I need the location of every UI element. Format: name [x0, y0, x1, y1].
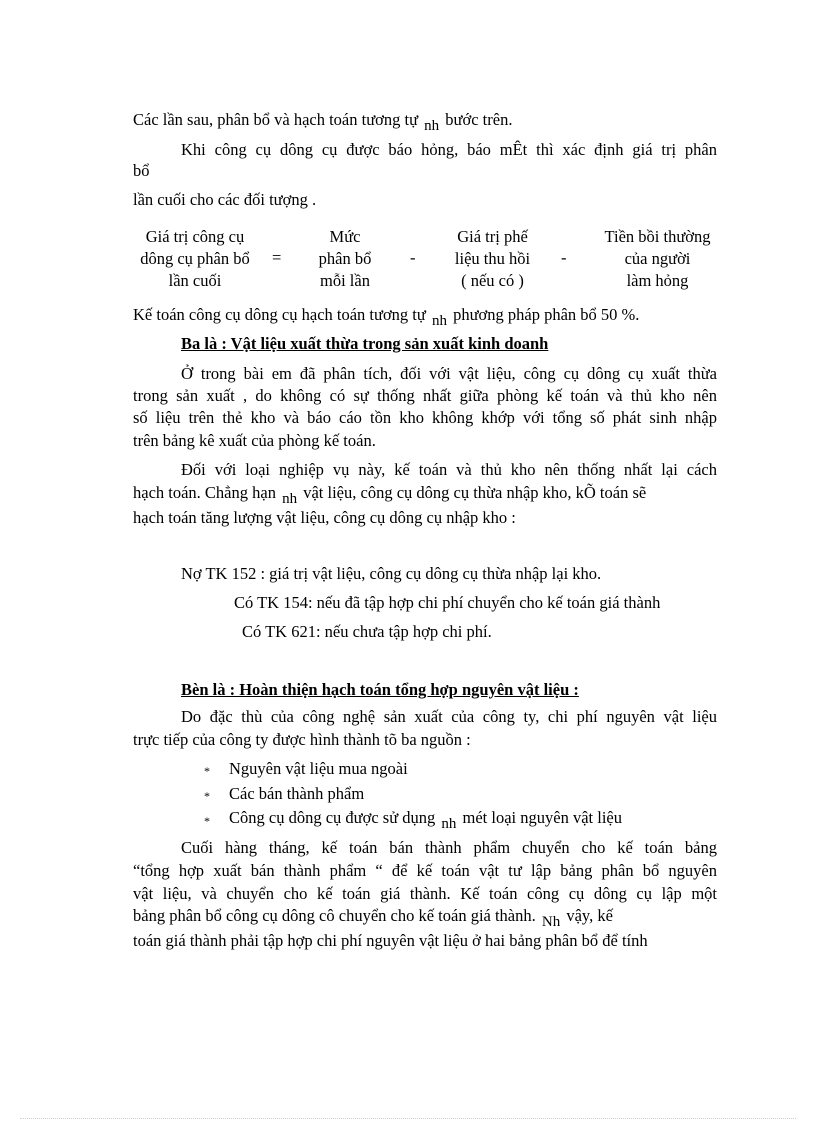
formula-text: Giá trị công cụ	[145, 227, 245, 246]
minus-sign: -	[561, 248, 567, 267]
paragraph-line: vật liệu, và chuyển cho kế toán giá thành. Kế toán công cụ dông cụ lập một	[133, 884, 717, 903]
bullet-icon: *	[204, 764, 210, 778]
formula-text: ( nếu có )	[461, 271, 524, 290]
page-bottom-divider	[20, 1118, 796, 1119]
abbrev-nh: nh	[282, 491, 298, 507]
list-item: Nguyên vật liệu mua ngoài	[229, 759, 408, 778]
paragraph-line	[133, 483, 647, 507]
paragraph-line: bổ	[133, 161, 150, 180]
paragraph-line	[133, 906, 613, 930]
formula-text: Mức	[329, 227, 361, 246]
text: vật liệu, công cụ dông cụ thừa nhập kho, kÕ toán sẽ	[303, 483, 647, 502]
bullet-icon: *	[204, 814, 210, 828]
text: bảng phân bổ công cụ dông cô chuyển cho kế toán giá thành.	[133, 906, 536, 925]
formula-text: của người	[624, 249, 691, 268]
formula-col-2	[295, 226, 395, 292]
formula-text: phân bổ	[318, 249, 372, 268]
paragraph-line: toán giá thành phải tập hợp chi phí nguyên vật liệu ở hai bảng phân bổ để tính	[133, 931, 648, 950]
abbrev-nh: nh	[424, 118, 440, 134]
abbrev-nh: Nh	[541, 914, 561, 930]
text: Các lần sau, phân bổ và hạch toán tương tự	[133, 110, 419, 129]
paragraph-line: Cuối hàng tháng, kế toán bán thành phẩm chuyển cho kế toán bảng	[181, 838, 717, 857]
text: mét loại nguyên vật liệu	[462, 808, 622, 827]
paragraph-line: trên bảng kê xuất của phòng kế toán.	[133, 431, 376, 450]
formula-col-1	[130, 226, 260, 292]
section-heading: Bèn là : Hoàn thiện hạch toán tổng hợp nguyên vật liệu :	[181, 680, 579, 699]
paragraph-line	[133, 305, 640, 329]
paragraph-line: lần cuối cho các đối tượng .	[133, 190, 317, 209]
formula-text: Tiền bồi thường	[604, 227, 711, 246]
abbrev-nh: nh	[441, 816, 457, 832]
abbrev-nh: nh	[431, 313, 447, 329]
formula-col-4	[585, 226, 730, 292]
paragraph-line: “tổng hợp xuất bán thành phẩm “ để kế toán vật tư lập bảng phân bổ nguyên	[133, 861, 717, 880]
paragraph-line: Đối với loại nghiệp vụ này, kế toán và thủ kho nên thống nhất lại cách	[181, 460, 717, 479]
entry-debit: Nợ TK 152 : giá trị vật liệu, công cụ dông cụ thừa nhập lại kho.	[181, 564, 602, 583]
text: phương pháp phân bổ 50 %.	[453, 305, 640, 324]
paragraph-line: Khi công cụ dông cụ được báo hỏng, báo mÊt thì xác định giá trị phân	[181, 140, 717, 159]
text: Kế toán công cụ dông cụ hạch toán tương tự	[133, 305, 426, 324]
list-item	[229, 808, 622, 832]
formula-text: dông cụ phân bổ	[140, 249, 250, 268]
paragraph-line: Do đặc thù của công nghệ sản xuất của công ty, chi phí nguyên vật liệu	[181, 707, 717, 726]
formula-text: mỗi lần	[320, 271, 370, 290]
paragraph-line: trực tiếp của công ty được hình thành tõ ba nguồn :	[133, 730, 471, 749]
section-heading: Ba là : Vật liệu xuất thừa trong sản xuất kinh doanh	[181, 334, 549, 353]
text: bước trên.	[445, 110, 513, 129]
formula-col-3	[430, 226, 555, 292]
paragraph-line: Ở trong bài em đã phân tích, đối với vật liệu, công cụ dông cụ xuất thừa	[181, 364, 717, 383]
text: vậy, kế	[566, 906, 613, 925]
minus-sign: -	[410, 248, 416, 267]
entry-credit: Có TK 621: nếu chưa tập hợp chi phí.	[242, 622, 492, 641]
formula-text: Giá trị phế	[457, 227, 528, 246]
formula-text: liệu thu hồi	[454, 249, 531, 268]
paragraph-line	[133, 110, 513, 134]
bullet-icon: *	[204, 789, 210, 803]
entry-credit: Có TK 154: nếu đã tập hợp chi phí chuyển cho kế toán giá thành	[234, 593, 661, 612]
paragraph-line: hạch toán tăng lượng vật liệu, công cụ dông cụ nhập kho :	[133, 508, 516, 527]
formula-text: làm hỏng	[626, 271, 689, 290]
text: Công cụ dông cụ được sử dụng	[229, 808, 436, 827]
equals-sign: =	[272, 248, 282, 267]
paragraph-line: trong sản xuất , do không có sự thống nhất giữa phòng kế toán và thủ kho nên	[133, 386, 717, 405]
formula-text: lần cuối	[168, 271, 222, 290]
list-item: Các bán thành phẩm	[229, 784, 365, 803]
text: hạch toán. Chẳng hạn	[133, 483, 276, 502]
paragraph-line: số liệu trên thẻ kho và báo cáo tồn kho không khớp với tổng số phát sinh nhập	[133, 408, 717, 427]
